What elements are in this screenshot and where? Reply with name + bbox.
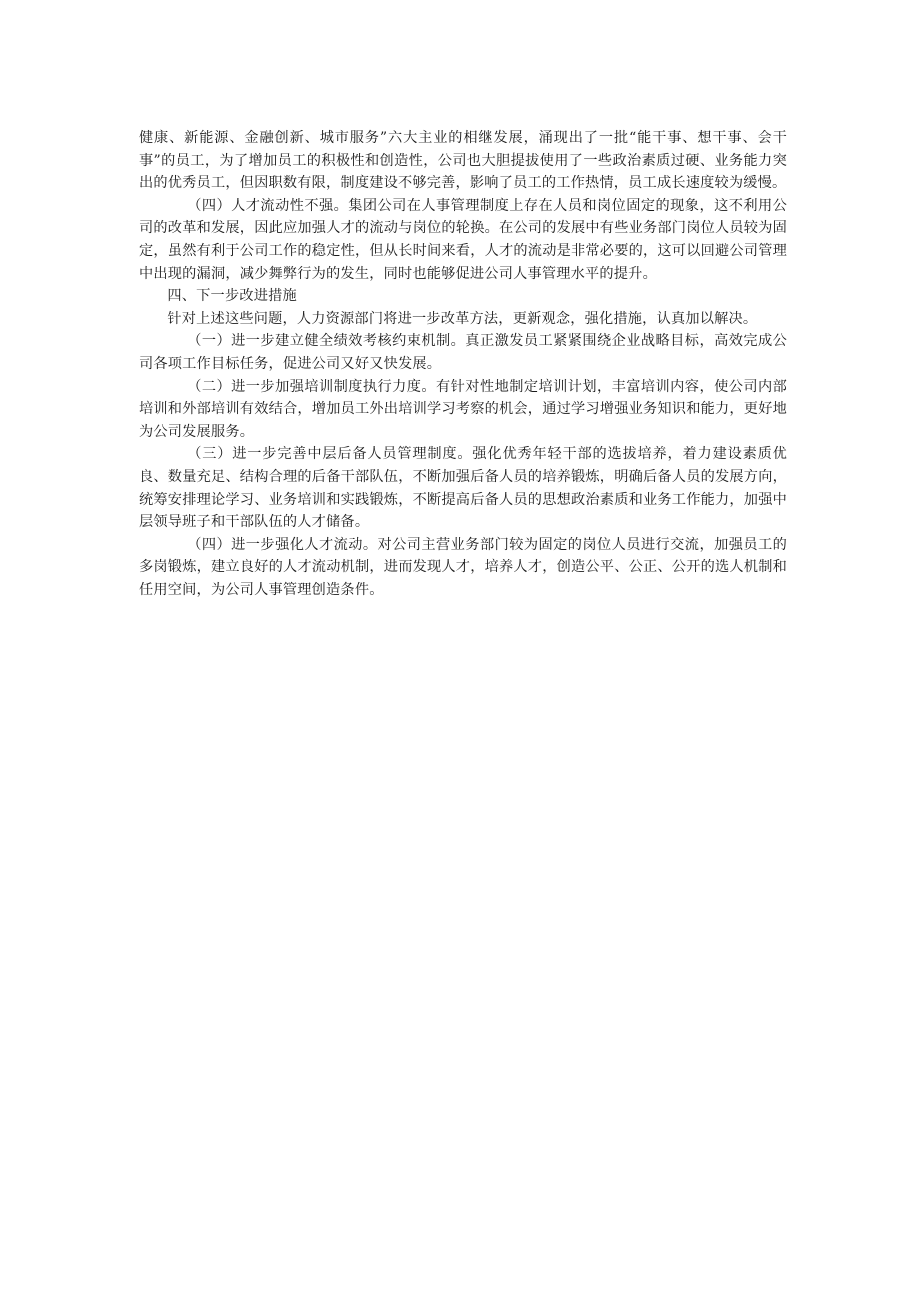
document-body	[139, 127, 787, 601]
paragraph-measure-3: （三）进一步完善中层后备人员管理制度。强化优秀年轻干部的选拔培养，着力建设素质优良、数量充足、结构合理的后备干部队伍，不断加强后备人员的培养锻炼，明确后备人员的发展方向，统筹安排理论学习、业务培训和实践锻炼，不断提高后备人员的思想政治素质和业务工作能力，加强中层领导班子和干部队伍的人才储备。	[139, 446, 787, 531]
paragraph-intro-measures: 针对上述这些问题，人力资源部门将进一步改革方法，更新观念，强化措施，认真加以解决。	[167, 310, 758, 327]
paragraph-measure-2: （二）进一步加强培训制度执行力度。有针对性地制定培训计划，丰富培训内容，使公司内部培训和外部培训有效结合，增加员工外出培训学习考察的机会，通过学习增强业务知识和能力，更好地为公司发展服务。	[139, 378, 787, 440]
section-heading-improvement-measures: 四、下一步改进措施	[167, 288, 297, 305]
paragraph-measure-4: （四）进一步强化人才流动。对公司主营业务部门较为固定的岗位人员进行交流，加强员工的多岗锻炼，建立良好的人才流动机制，进而发现人才，培养人才，创造公平、公正、公开的选人机制和任用空间，为公司人事管理创造条件。	[139, 536, 787, 598]
paragraph-talent-mobility-issue: （四）人才流动性不强。集团公司在人事管理制度上存在人员和岗位固定的现象，这不利用公司的改革和发展，因此应加强人才的流动与岗位的轮换。在公司的发展中有些业务部门岗位人员较为固定，虽然有利于公司工作的稳定性，但从长时间来看，人才的流动是非常必要的，这可以回避公司管理中出现的漏洞，减少舞弊行为的发生，同时也能够促进公司人事管理水平的提升。	[139, 197, 787, 282]
paragraph-continuation: 健康、新能源、金融创新、城市服务”六大主业的相继发展，涌现出了一批“能干事、想干事、会干事”的员工，为了增加员工的积极性和创造性，公司也大胆提拔使用了一些政治素质过硬、业务能力突出的优秀员工，但因职数有限，制度建设不够完善，影响了员工的工作热情，员工成长速度较为缓慢。	[139, 130, 787, 192]
paragraph-measure-1: （一）进一步建立健全绩效考核约束机制。真正激发员工紧紧围绕企业战略目标，高效完成公司各项工作目标任务，促进公司又好又快发展。	[139, 333, 787, 372]
